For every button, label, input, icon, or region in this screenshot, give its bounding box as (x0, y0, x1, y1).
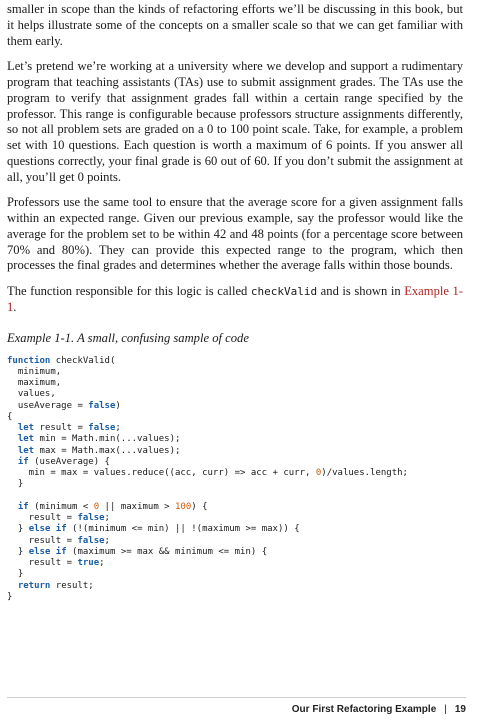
code-line: return result; (17, 580, 94, 591)
example-cross-reference-link[interactable]: Example 1-1 (7, 284, 463, 314)
code-line: let result = false; (17, 423, 121, 433)
footer-section-title: Our First Refactoring Example (291, 704, 437, 715)
example-caption: Example 1-1. A small, confusing sample of code (7, 330, 249, 345)
code-line: useAverage = false) (7, 400, 121, 411)
footer-separator: | (444, 704, 447, 715)
code-line: } (7, 479, 24, 490)
paragraph-grading-scenario: Let’s pretend we’re working at a university where we develop and support a rudimentary program that teaching assistants (TAs) use to submit assignment grades. The TAs use the program to verify that assignment grades fall within a certain range specified by the professor. This range is configurable because professors structure assignments differently, so not all problem sets are graded on a 0 to 100 point scale. Take, for example, a problem set with 10 questions. Each question is worth a maximum of 6 points. If you answer all questions correctly, your final grade is 60 out of 60. If you don’t submit the assignment at all, you’ll get 0 points. (7, 59, 463, 184)
function-intro-text-middle: and is shown in (317, 284, 405, 298)
code-line: result = false; (7, 535, 110, 546)
code-line: let min = Math.min(...values); (17, 434, 181, 445)
code-line: minimum, (7, 366, 62, 377)
footer-page-number: 19 (454, 704, 466, 715)
code-line: } else if (maximum >= max && minimum <= min) { (7, 546, 268, 557)
code-line: { (7, 411, 13, 422)
inline-code-function-name: checkValid (250, 285, 318, 298)
page-content (7, 2, 463, 603)
code-line: if (useAverage) { (17, 456, 110, 467)
code-line: if (minimum < 0 || maximum > 100) { (17, 501, 208, 512)
code-line: } (7, 591, 13, 602)
code-listing (7, 356, 463, 604)
code-line: min = max = values.reduce((acc, curr) => acc + curr, 0)/values.length; (7, 468, 408, 478)
code-line: values, (7, 389, 56, 400)
code-line: result = true; (7, 558, 105, 568)
code-line: } (7, 569, 24, 580)
paragraph-average-range: Professors use the same tool to ensure that the average score for a given assignment falls within an expected range. Given our previous example, say the professor would like the average for the problem set to be within 42 and 48 points (for a percentage score between 70% and 80%). They can provide this expected range to the program, which then processes the final grades and determines whether the average falls within those bounds. (7, 195, 463, 273)
code-line: maximum, (7, 378, 62, 388)
code-line: result = false; (7, 513, 110, 523)
function-intro-text: The function responsible for this logic is called (7, 284, 251, 298)
paragraph-intro-continuation: smaller in scope than the kinds of refactoring efforts we’ll be discussing in this book, but it helps illustrate some of the concepts on a smaller scale so that we can get familiar with them early. (7, 2, 463, 48)
code-line: } else if (!(minimum <= min) || !(maximum >= max)) { (7, 524, 300, 535)
page-footer (7, 697, 466, 715)
paragraph-function-intro (7, 284, 463, 316)
code-line: function checkValid( (7, 355, 116, 366)
function-intro-text-end: . (13, 299, 17, 314)
code-line: let max = Math.max(...values); (17, 445, 181, 456)
